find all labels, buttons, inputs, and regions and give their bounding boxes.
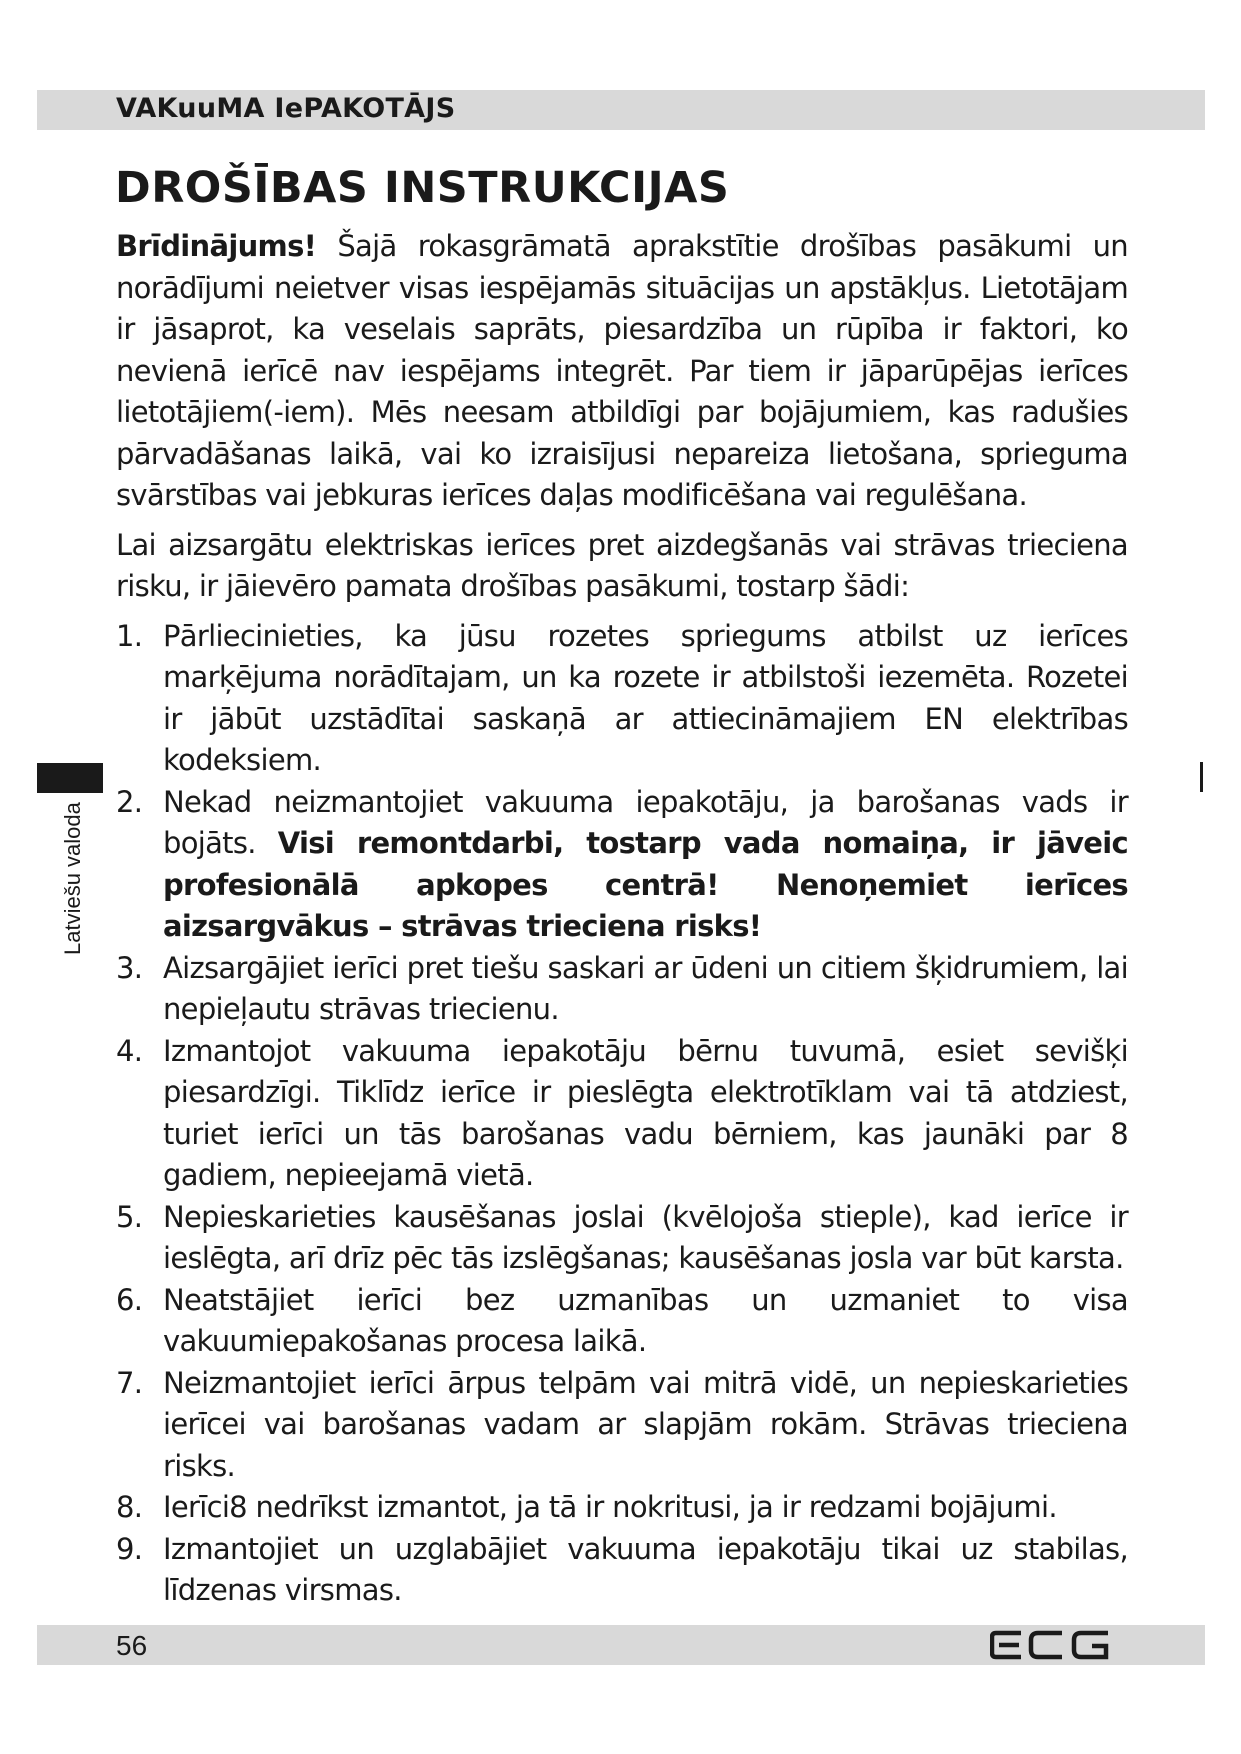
item-number: 2. xyxy=(116,784,143,819)
item-text: Aizsargājiet ierīci pret tiešu saskari ar ūdeni un citiem šķidrumiem, lai nepieļautu strāvas triecienu. xyxy=(163,950,1128,1026)
item-text: Pārliecinieties, ka jūsu rozetes spriegums atbilst uz ierīces marķējuma norādītajam, un ka rozete ir atbilstoši iezemēta. Rozetei ir jābūt uzstādītai saskaņā ar attiecināmajiem EN elektrības kodeksiem. xyxy=(163,618,1128,777)
item-text: Nekad neizmantojiet vakuuma iepakotāju, ja barošanas vads ir bojāts. xyxy=(163,784,1128,860)
list-item xyxy=(116,948,1128,1031)
list-item xyxy=(116,782,1128,948)
page-title: DROŠĪBAS INSTRUKCIJAS xyxy=(115,163,730,213)
side-tab-marker xyxy=(37,763,103,793)
list-item xyxy=(116,1363,1128,1488)
warning-label: Brīdinājums! xyxy=(116,229,317,263)
item-text: Izmantojiet un uzglabājiet vakuuma iepakotāju tikai uz stabilas, līdzenas virsmas. xyxy=(163,1531,1128,1607)
item-number: 9. xyxy=(116,1531,143,1566)
item-number: 3. xyxy=(116,950,143,985)
list-item xyxy=(116,1197,1128,1280)
list-item xyxy=(116,616,1128,782)
item-text: Neizmantojiet ierīci ārpus telpām vai mitrā vidē, un nepieskarieties ierīcei vai barošanas vadam ar slapjām rokām. Strāvas trieciena risks. xyxy=(163,1365,1128,1483)
item-number: 4. xyxy=(116,1033,143,1068)
item-number: 5. xyxy=(116,1199,143,1234)
margin-mark xyxy=(1200,762,1203,792)
item-number: 6. xyxy=(116,1282,143,1317)
item-text: Nepieskarieties kausēšanas joslai (kvēlojoša stieple), kad ierīce ir ieslēgta, arī drīz pēc tās izslēgšanas; kausēšanas josla var būt karsta. xyxy=(163,1199,1128,1275)
page-number: 56 xyxy=(116,1630,148,1661)
safety-rules-list xyxy=(116,616,1128,1612)
item-text: Izmantojot vakuuma iepakotāju bērnu tuvumā, esiet sevišķi piesardzīgi. Tiklīdz ierīce ir pieslēgta elektrotīklam vai tā atdziest, turiet ierīci un tās barošanas vadu bērniem, kas jaunāki par 8 gadiem, nepieejamā vietā. xyxy=(163,1033,1128,1192)
header-title: VAKuuMA IePAKOTĀJS xyxy=(116,93,456,124)
item-text: Neatstājiet ierīci bez uzmanības un uzmaniet to visa vakuumiepakošanas procesa laikā. xyxy=(163,1282,1128,1358)
ecg-logo xyxy=(990,1630,1112,1660)
content xyxy=(116,226,1128,1612)
intro-paragraph: Lai aizsargātu elektriskas ierīces pret aizdegšanās vai strāvas trieciena risku, ir jāievēro pamata drošības pasākumi, tostarp šādi: xyxy=(116,527,1128,603)
item-number: 8. xyxy=(116,1490,143,1524)
item-text: Ierīci8 nedrīkst izmantot, ja tā ir nokritusi, ja ir redzami bojājumi. xyxy=(163,1490,1057,1524)
list-item xyxy=(116,1487,1128,1529)
list-item xyxy=(116,1031,1128,1197)
side-tab-label: Latviešu valoda xyxy=(60,802,85,955)
list-item xyxy=(116,1529,1128,1612)
item-bold-text: Visi remontdarbi, tostarp vada nomaiņa, ir jāveic profesionālā apkopes centrā! Nenoņemiet ierīces aizsargvākus – strāvas trieciena risks! xyxy=(163,826,1128,943)
item-number: 1. xyxy=(116,618,143,653)
list-item xyxy=(116,1280,1128,1363)
item-number: 7. xyxy=(116,1365,143,1400)
warning-paragraph xyxy=(116,226,1128,517)
warning-text: Šajā rokasgrāmatā aprakstītie drošības pasākumi un norādījumi neietver visas iespējamās situācijas un apstākļus. Lietotājam ir jāsaprot, ka veselais saprāts, piesardzība un rūpība ir faktori, ko nevienā ierīcē nav iespējams integrēt. Par tiem ir jāparūpējas ierīces lietotājiem(-iem). Mēs neesam atbildīgi par bojājumiem, kas radušies pārvadāšanas laikā, vai ko izraisījusi nepareiza lietošana, sprieguma svārstības vai jebkuras ierīces daļas modificēšana vai regulēšana. xyxy=(116,229,1128,512)
